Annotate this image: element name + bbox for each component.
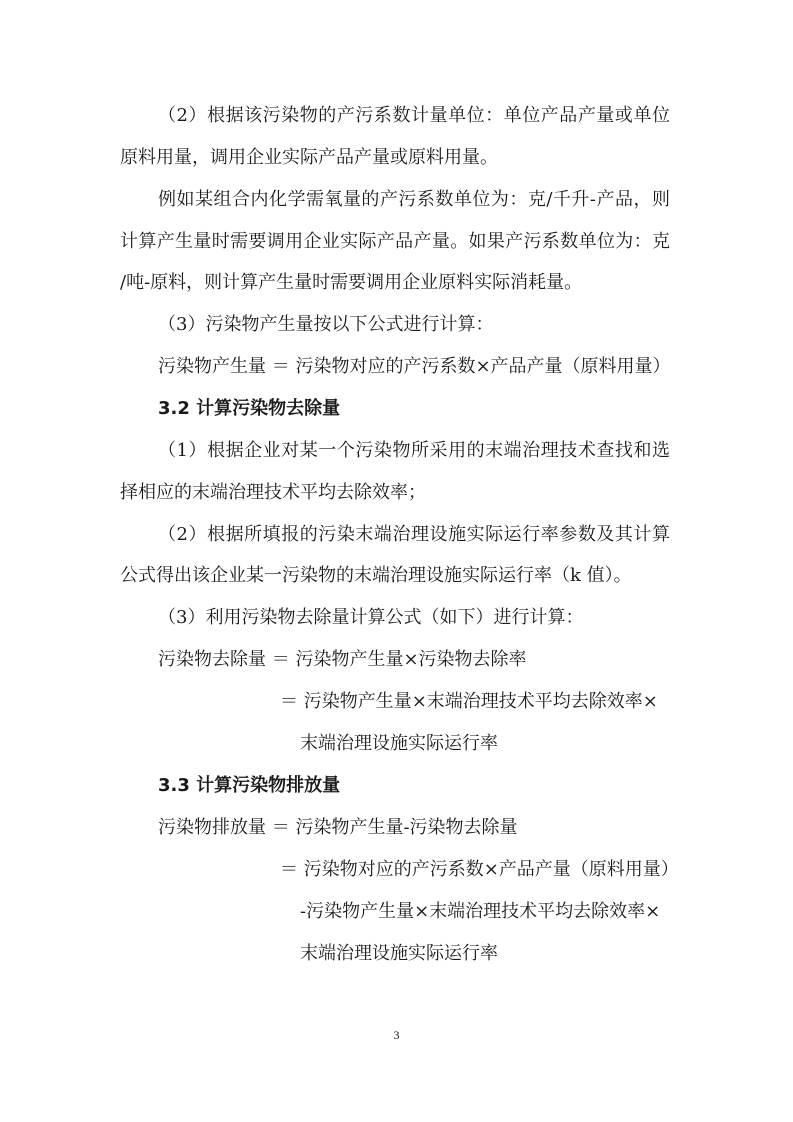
paragraph-3-2-item3: （3）利用污染物去除量计算公式（如下）进行计算：: [158, 607, 584, 628]
formula-emission-line2: ＝ 污染物对应的产污系数×产品产量（原料用量）: [280, 859, 679, 880]
formula-removal-line2: ＝ 污染物产生量×末端治理技术平均去除效率×: [280, 691, 658, 712]
paragraph-item2-line1: （2）根据该污染物的产污系数计量单位：单位产品产量或单位: [158, 105, 670, 126]
formula-emission-line3: -污染物产生量×末端治理技术平均去除效率×: [300, 901, 661, 922]
paragraph-item2-line2: 原料用量，调用企业实际产品产量或原料用量。: [120, 147, 498, 168]
paragraph-3-2-item2-line2: 公式得出该企业某一污染物的末端治理设施实际运行率（k 值）。: [120, 565, 632, 586]
paragraph-3-2-item1-line2: 择相应的末端治理技术平均去除效率；: [120, 482, 426, 503]
formula-removal-line1: 污染物去除量 ＝ 污染物产生量×污染物去除率: [158, 649, 527, 670]
paragraph-3-2-item2-line1: （2）根据所填报的污染末端治理设施实际运行率参数及其计算: [158, 524, 670, 545]
formula-removal-line3: 末端治理设施实际运行率: [300, 733, 498, 754]
section-heading-3-2: 3.2 计算污染物去除量: [158, 398, 341, 419]
paragraph-example-line3: /吨-原料，则计算产生量时需要调用企业原料实际消耗量。: [120, 272, 583, 293]
paragraph-item3: （3）污染物产生量按以下公式进行计算：: [158, 314, 494, 335]
paragraph-3-2-item1-line1: （1）根据企业对某一个污染物所采用的末端治理技术查找和选: [158, 440, 670, 461]
paragraph-example-line2: 计算产生量时需要调用企业实际产品产量。如果产污系数单位为：克: [120, 231, 670, 252]
page-number: 3: [393, 1028, 400, 1042]
formula-generation: 污染物产生量 ＝ 污染物对应的产污系数×产品产量（原料用量）: [158, 356, 671, 377]
formula-emission-line4: 末端治理设施实际运行率: [300, 943, 498, 964]
section-heading-3-3: 3.3 计算污染物排放量: [158, 775, 341, 796]
paragraph-example-line1: 例如某组合内化学需氧量的产污系数单位为：克/千升-产品，则: [158, 189, 670, 210]
formula-emission-line1: 污染物排放量 ＝ 污染物产生量-污染物去除量: [158, 817, 518, 838]
